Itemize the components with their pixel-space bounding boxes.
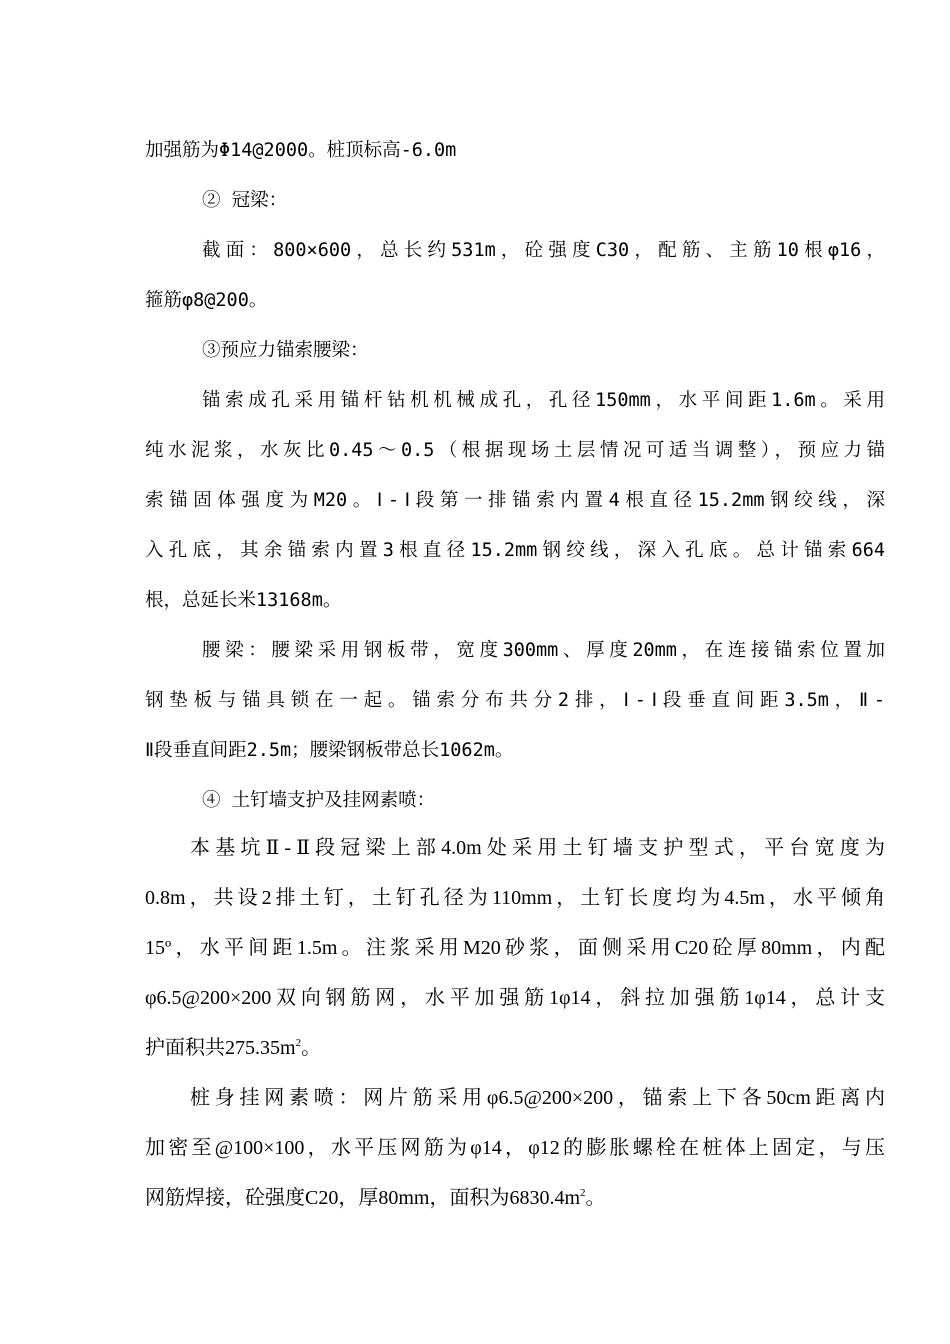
text-segment: 。	[301, 1037, 322, 1059]
text-line: 截面：800×600，总长约531m，砼强度C30，配筋、主筋10根φ16，	[202, 240, 885, 261]
text-line	[145, 1184, 885, 1212]
superscript: 2	[295, 1037, 302, 1049]
text-line: 入孔底，其余锚索内置3根直径15.2mm钢绞线，深入孔底。总计锚索664	[145, 540, 885, 561]
superscript: 2	[580, 1187, 586, 1199]
text-line: 纯水泥浆，水灰比0.45～0.5（根据现场土层情况可适当调整），预应力锚	[145, 440, 885, 461]
text-line: 索锚固体强度为M20。Ⅰ-Ⅰ段第一排锚索内置4根直径15.2mm钢绞线，深	[145, 490, 885, 511]
text-line: 15º，水平间距1.5m。注浆采用M20砂浆，面侧采用C20砼厚80mm，内配	[145, 937, 885, 959]
text-line	[145, 1034, 885, 1062]
text-line: 钢垫板与锚具锁在一起。锚索分布共分2排，Ⅰ-Ⅰ段垂直间距3.5m，Ⅱ-	[145, 690, 885, 711]
section-heading: ③预应力锚索腰梁：	[202, 340, 369, 361]
text-line: 加强筋为Φ14@2000。桩顶标高-6.0m	[145, 140, 457, 161]
section-heading: ② 冠梁：	[202, 190, 288, 211]
text-line: 箍筋φ8@200。	[145, 290, 268, 311]
text-line: 0.8m，共设2排土钉，土钉孔径为110mm，土钉长度均为4.5m，水平倾角	[145, 887, 885, 909]
text-line: 根，总延长米13168m。	[145, 590, 342, 611]
text-line: 锚索成孔采用锚杆钻机机械成孔，孔径150mm，水平间距1.6m。采用	[202, 390, 885, 411]
section-heading: ④ 土钉墙支护及挂网素喷：	[202, 790, 436, 811]
text-line: 加密至@100×100，水平压网筋为φ14，φ12的膨胀螺栓在桩体上固定，与压	[145, 1137, 885, 1159]
text-line: 桩身挂网素喷：网片筋采用φ6.5@200×200，锚索上下各50cm距离内	[190, 1087, 885, 1109]
text-line: φ6.5@200×200双向钢筋网，水平加强筋1φ14，斜拉加强筋1φ14，总计支	[145, 987, 885, 1009]
text-segment: 网筋焊接，砼强度C20，厚80mm，面积为6830.4m	[145, 1187, 581, 1209]
text-line: 腰梁：腰梁采用钢板带，宽度300mm、厚度20mm，在连接锚索位置加	[202, 640, 885, 661]
text-segment: 。	[585, 1187, 606, 1209]
text-line: 本基坑Ⅱ-Ⅱ段冠梁上部4.0m处采用土钉墙支护型式，平台宽度为	[190, 837, 885, 859]
text-line: Ⅱ段垂直间距2.5m；腰梁钢板带总长1062m。	[145, 740, 514, 761]
text-segment: 护面积共275.35m	[145, 1037, 296, 1059]
